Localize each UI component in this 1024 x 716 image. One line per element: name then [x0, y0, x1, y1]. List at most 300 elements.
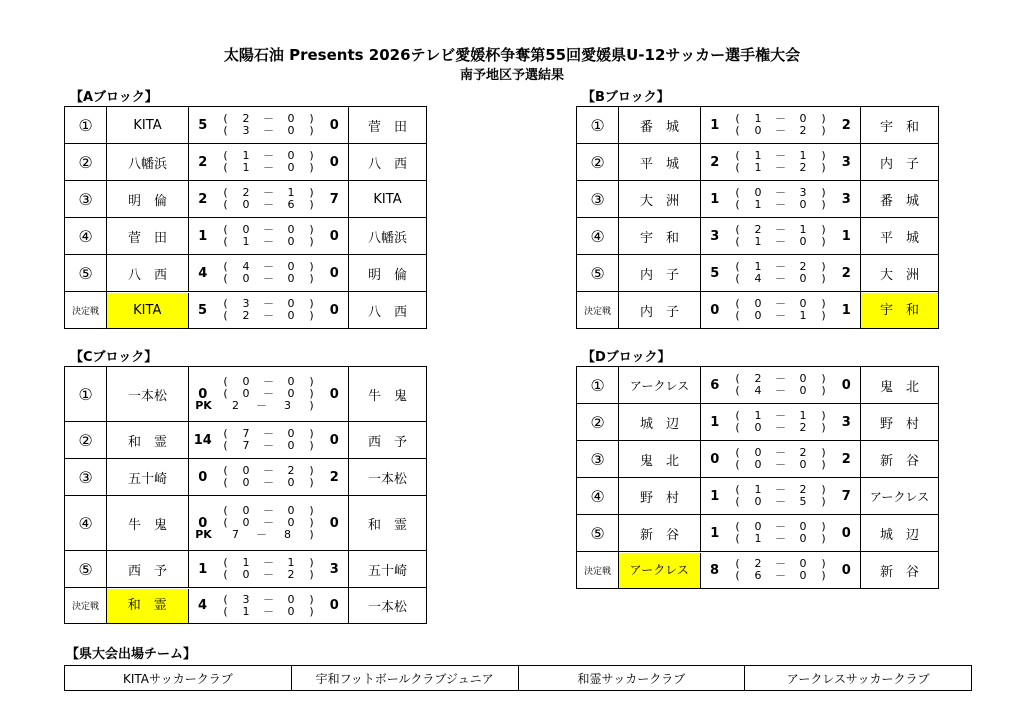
- home-team: 内 子: [639, 267, 679, 283]
- half-goal: 0: [287, 604, 295, 618]
- half-goal: 0: [799, 557, 807, 570]
- half-goal: 2: [754, 557, 762, 570]
- half-scores: [217, 107, 321, 144]
- punct: ): [309, 464, 314, 477]
- page-subtitle: 南予地区予選結果: [459, 68, 564, 83]
- match-row: [65, 255, 427, 292]
- away-score: 0: [321, 218, 349, 255]
- half-scores: [217, 459, 321, 496]
- punct: ): [821, 557, 826, 570]
- punct: (: [223, 260, 228, 273]
- half-goal: 0: [242, 516, 250, 529]
- punct: (: [735, 198, 740, 211]
- match-row: [65, 459, 427, 496]
- home-team: 大 洲: [639, 193, 679, 209]
- punct: (: [735, 520, 740, 533]
- match-row: [65, 551, 427, 588]
- home-score: 1: [189, 218, 217, 255]
- punct: －: [775, 124, 786, 137]
- punct: －: [775, 260, 786, 273]
- half-scores: [195, 496, 321, 551]
- away-score: 0: [321, 588, 349, 624]
- match-number: ②: [65, 422, 107, 459]
- half-goal: 5: [799, 495, 807, 508]
- home-score: 2: [701, 144, 729, 181]
- away-team: 一本松: [367, 600, 407, 615]
- half-scores: [217, 422, 321, 459]
- half-goal: 1: [242, 235, 250, 248]
- half-goal: 2: [799, 421, 807, 434]
- away-team: 八幡浜: [367, 230, 407, 246]
- half-goal: 4: [242, 260, 250, 273]
- punct: ): [309, 309, 314, 322]
- home-team: 宇 和: [639, 230, 679, 246]
- punct: (: [223, 387, 228, 400]
- block-table-b: [576, 106, 939, 329]
- pk-goal: 7: [232, 528, 239, 541]
- away-score: 0: [833, 515, 861, 552]
- punct: －: [775, 421, 786, 434]
- punct: －: [775, 458, 786, 471]
- punct: (: [735, 446, 740, 459]
- punct: ): [309, 504, 314, 517]
- punct: －: [263, 260, 274, 273]
- punct: ): [821, 223, 826, 236]
- punct: －: [775, 149, 786, 162]
- punct: －: [263, 112, 274, 125]
- punct: (: [223, 272, 228, 285]
- half-goal: 6: [287, 198, 295, 211]
- half-goal: 6: [754, 569, 762, 582]
- punct: ): [309, 516, 314, 529]
- home-score: 0: [189, 459, 217, 496]
- punct: ): [821, 124, 826, 137]
- home-score: 4: [189, 588, 217, 624]
- punct: －: [775, 483, 786, 496]
- punct: ): [821, 297, 826, 310]
- half-goal: 0: [799, 112, 807, 125]
- away-score: 0: [321, 422, 349, 459]
- punct: ): [309, 186, 314, 199]
- half-goal: 1: [799, 149, 807, 162]
- home-score: 1: [701, 181, 729, 218]
- punct: (: [223, 375, 228, 388]
- punct: －: [263, 297, 274, 310]
- home-score: 1: [701, 515, 729, 552]
- away-team: 宇 和: [879, 119, 919, 135]
- half-scores: [729, 478, 833, 515]
- match-number: ②: [577, 144, 619, 181]
- half-goal: 0: [754, 309, 762, 322]
- away-score: 1: [833, 218, 861, 255]
- home-score: 14: [189, 422, 217, 459]
- half-goal: 2: [242, 186, 250, 199]
- match-row: [577, 441, 939, 478]
- home-team: 西 予: [127, 563, 167, 579]
- half-goal: 0: [287, 112, 295, 125]
- away-team: 鬼 北: [879, 379, 919, 395]
- punct: －: [263, 161, 274, 174]
- punct: (: [735, 186, 740, 199]
- home-team: 八幡浜: [127, 156, 167, 172]
- punct: (: [223, 186, 228, 199]
- punct: (: [735, 557, 740, 570]
- pk-goal: 3: [284, 399, 291, 412]
- half-goal: 3: [799, 186, 807, 199]
- half-scores: [729, 255, 833, 292]
- match-number: ①: [65, 367, 107, 422]
- punct: (: [223, 124, 228, 137]
- punct: －: [263, 439, 274, 452]
- half-goal: 0: [754, 458, 762, 471]
- punct: ): [821, 421, 826, 434]
- home-score: 4: [189, 255, 217, 292]
- half-scores: [217, 292, 321, 329]
- away-team: 城 辺: [879, 527, 919, 543]
- half-goal: 0: [287, 427, 295, 440]
- half-scores: [217, 588, 321, 624]
- punct: ): [309, 568, 314, 581]
- home-team: アークレス: [619, 553, 701, 588]
- punct: (: [223, 198, 228, 211]
- half-scores: [217, 255, 321, 292]
- half-goal: 1: [799, 409, 807, 422]
- punct: －: [775, 520, 786, 533]
- punct: －: [263, 272, 274, 285]
- punct: (: [735, 260, 740, 273]
- half-scores: [729, 107, 833, 144]
- punct: －: [775, 557, 786, 570]
- punct: －: [263, 309, 274, 322]
- match-row: [65, 496, 427, 551]
- punct: －: [263, 149, 274, 162]
- match-number: ⑤: [65, 255, 107, 292]
- half-goal: 0: [754, 520, 762, 533]
- home-team: 和 霊: [107, 589, 189, 623]
- punct: ): [821, 446, 826, 459]
- half-goal: 1: [287, 186, 295, 199]
- match-number: 決定戦: [577, 292, 619, 329]
- home-team: 明 倫: [127, 193, 167, 209]
- half-goal: 0: [799, 272, 807, 285]
- punct: ): [821, 532, 826, 545]
- punct: (: [735, 149, 740, 162]
- punct: (: [735, 272, 740, 285]
- punct: (: [735, 384, 740, 397]
- half-goal: 2: [242, 309, 250, 322]
- punct: ): [309, 223, 314, 236]
- half-goal: 0: [799, 532, 807, 545]
- punct: (: [735, 409, 740, 422]
- punct: (: [223, 309, 228, 322]
- half-scores: [729, 515, 833, 552]
- half-goal: 0: [754, 495, 762, 508]
- punct: －: [775, 161, 786, 174]
- punct: (: [735, 223, 740, 236]
- punct: ): [821, 458, 826, 471]
- punct: ): [821, 198, 826, 211]
- half-goal: 1: [754, 532, 762, 545]
- away-team: 牛 鬼: [367, 388, 407, 404]
- half-goal: 0: [287, 124, 295, 137]
- half-goal: 0: [287, 297, 295, 310]
- punct: (: [223, 161, 228, 174]
- home-score: 0: [701, 441, 729, 478]
- home-score: 0: [189, 367, 217, 422]
- qualified-team: KITAサッカークラブ: [65, 666, 292, 690]
- punct: (: [735, 161, 740, 174]
- half-goal: 2: [754, 223, 762, 236]
- half-goal: 1: [242, 149, 250, 162]
- away-team: 野 村: [879, 416, 919, 432]
- away-score: 0: [833, 367, 861, 404]
- home-team: 五十崎: [127, 471, 167, 487]
- punct: －: [256, 528, 267, 541]
- punct: ): [821, 309, 826, 322]
- match-row: [65, 218, 427, 255]
- match-number: ④: [577, 478, 619, 515]
- half-goal: 0: [799, 372, 807, 385]
- home-score: 1: [701, 404, 729, 441]
- half-goal: 0: [799, 235, 807, 248]
- half-goal: 0: [754, 446, 762, 459]
- half-goal: 2: [799, 483, 807, 496]
- half-goal: 0: [242, 272, 250, 285]
- match-row: [577, 181, 939, 218]
- half-goal: 0: [287, 260, 295, 273]
- half-goal: 0: [799, 569, 807, 582]
- half-goal: 2: [242, 112, 250, 125]
- half-goal: 0: [287, 504, 295, 517]
- punct: －: [775, 446, 786, 459]
- punct: (: [735, 124, 740, 137]
- match-number: ①: [577, 367, 619, 404]
- away-score: 3: [833, 144, 861, 181]
- away-team: 新 谷: [879, 564, 919, 580]
- punct: ): [309, 124, 314, 137]
- half-goal: 2: [799, 161, 807, 174]
- away-team: KITA: [373, 191, 402, 207]
- qualified-team: 宇和フットボールクラブジュニア: [292, 666, 519, 690]
- punct: －: [775, 569, 786, 582]
- punct: (: [735, 483, 740, 496]
- half-scores: [217, 144, 321, 181]
- home-team: 野 村: [639, 490, 679, 506]
- away-team: 宇 和: [861, 293, 938, 328]
- punct: －: [263, 568, 274, 581]
- punct: (: [223, 504, 228, 517]
- half-goal: 1: [799, 223, 807, 236]
- away-score: 3: [321, 551, 349, 588]
- home-score: 8: [701, 552, 729, 589]
- punct: (: [735, 569, 740, 582]
- punct: ): [821, 569, 826, 582]
- half-goal: 0: [242, 464, 250, 477]
- match-row: [577, 404, 939, 441]
- punct: －: [775, 112, 786, 125]
- half-scores: [195, 367, 321, 422]
- punct: －: [263, 476, 274, 489]
- punct: ): [309, 161, 314, 174]
- block-table-c: [64, 366, 427, 624]
- half-goal: 0: [242, 387, 250, 400]
- punct: ): [821, 272, 826, 285]
- half-goal: 0: [242, 476, 250, 489]
- half-goal: 2: [799, 260, 807, 273]
- punct: (: [223, 592, 228, 606]
- away-team: 番 城: [879, 193, 919, 209]
- away-team: 菅 田: [367, 119, 407, 135]
- punct: ): [309, 297, 314, 310]
- home-team: 平 城: [639, 156, 679, 172]
- half-goal: 2: [754, 372, 762, 385]
- punct: －: [263, 516, 274, 529]
- punct: ): [309, 399, 314, 412]
- punct: －: [263, 186, 274, 199]
- home-score: 0: [189, 496, 217, 551]
- punct: ): [309, 528, 314, 541]
- punct: －: [775, 409, 786, 422]
- match-row: [577, 552, 939, 589]
- home-team: 菅 田: [127, 230, 167, 246]
- away-score: 2: [321, 459, 349, 496]
- half-goal: 1: [799, 309, 807, 322]
- punct: ): [821, 409, 826, 422]
- punct: ): [821, 112, 826, 125]
- match-number: ③: [65, 459, 107, 496]
- away-team: 五十崎: [367, 563, 407, 579]
- away-team: 和 霊: [367, 517, 407, 533]
- home-score: 5: [701, 255, 729, 292]
- away-team: 新 谷: [879, 453, 919, 469]
- punct: (: [223, 556, 228, 569]
- half-goal: 0: [287, 309, 295, 322]
- punct: －: [775, 384, 786, 397]
- block-label: 【Cブロック】: [70, 350, 158, 365]
- punct: －: [775, 186, 786, 199]
- punct: (: [223, 297, 228, 310]
- match-row: [577, 515, 939, 552]
- punct: －: [775, 532, 786, 545]
- away-score: 0: [321, 255, 349, 292]
- half-goal: 2: [799, 446, 807, 459]
- home-team: 牛 鬼: [127, 517, 167, 533]
- punct: ): [821, 161, 826, 174]
- match-number: 決定戦: [65, 292, 107, 329]
- punct: －: [775, 198, 786, 211]
- match-number: 決定戦: [577, 552, 619, 589]
- punct: ): [309, 592, 314, 606]
- match-row: [65, 292, 427, 329]
- away-team: 大 洲: [879, 267, 919, 283]
- punct: －: [775, 309, 786, 322]
- punct: ): [821, 260, 826, 273]
- half-scores: [729, 441, 833, 478]
- half-goal: 0: [287, 149, 295, 162]
- qualified-label: 【県大会出場チーム】: [66, 647, 197, 662]
- half-goal: 1: [754, 198, 762, 211]
- punct: ): [821, 235, 826, 248]
- punct: ): [309, 476, 314, 489]
- punct: －: [263, 427, 274, 440]
- half-goal: 3: [242, 297, 250, 310]
- away-team: 一本松: [367, 471, 407, 487]
- half-goal: 1: [754, 149, 762, 162]
- punct: －: [775, 272, 786, 285]
- punct: －: [775, 495, 786, 508]
- match-number: ②: [65, 144, 107, 181]
- home-team: 和 霊: [127, 434, 167, 450]
- away-team: 八 西: [367, 304, 407, 320]
- half-goal: 0: [799, 458, 807, 471]
- punct: (: [223, 149, 228, 162]
- punct: ): [309, 149, 314, 162]
- home-score: 0: [701, 292, 729, 329]
- half-goal: 0: [287, 387, 295, 400]
- punct: ): [309, 198, 314, 211]
- home-score: 1: [701, 478, 729, 515]
- half-goal: 0: [799, 297, 807, 310]
- match-row: [65, 367, 427, 422]
- match-number: ③: [577, 441, 619, 478]
- half-goal: 2: [799, 124, 807, 137]
- half-goal: 4: [754, 272, 762, 285]
- punct: (: [735, 297, 740, 310]
- half-goal: 4: [754, 384, 762, 397]
- away-score: 0: [321, 292, 349, 329]
- punct: ): [821, 186, 826, 199]
- match-row: [65, 107, 427, 144]
- half-goal: 0: [754, 297, 762, 310]
- punct: ): [309, 556, 314, 569]
- half-scores: [729, 218, 833, 255]
- half-goal: 1: [754, 483, 762, 496]
- punct: (: [735, 235, 740, 248]
- punct: (: [735, 112, 740, 125]
- half-goal: 1: [754, 235, 762, 248]
- away-team: アークレス: [869, 489, 930, 504]
- punct: ): [821, 495, 826, 508]
- punct: －: [263, 604, 274, 618]
- half-goal: 3: [242, 124, 250, 137]
- match-number: ⑤: [65, 551, 107, 588]
- match-row: [577, 107, 939, 144]
- half-goal: 1: [242, 604, 250, 618]
- punct: －: [263, 223, 274, 236]
- match-number: ④: [65, 218, 107, 255]
- home-team: 一本松: [127, 388, 167, 404]
- match-row: [577, 478, 939, 515]
- punct: －: [775, 372, 786, 385]
- home-team: 八 西: [127, 267, 167, 283]
- half-scores: [729, 292, 833, 329]
- half-goal: 7: [242, 439, 250, 452]
- punct: －: [263, 464, 274, 477]
- punct: ): [309, 260, 314, 273]
- half-goal: 0: [799, 520, 807, 533]
- punct: －: [256, 399, 267, 412]
- half-goal: 0: [754, 186, 762, 199]
- half-goal: 2: [287, 464, 295, 477]
- half-goal: 1: [754, 112, 762, 125]
- match-number: ②: [577, 404, 619, 441]
- home-team: 内 子: [639, 304, 679, 320]
- half-goal: 1: [287, 556, 295, 569]
- away-team: 八 西: [367, 156, 407, 172]
- half-goal: 1: [242, 556, 250, 569]
- half-goal: 0: [287, 516, 295, 529]
- away-score: 0: [321, 107, 349, 144]
